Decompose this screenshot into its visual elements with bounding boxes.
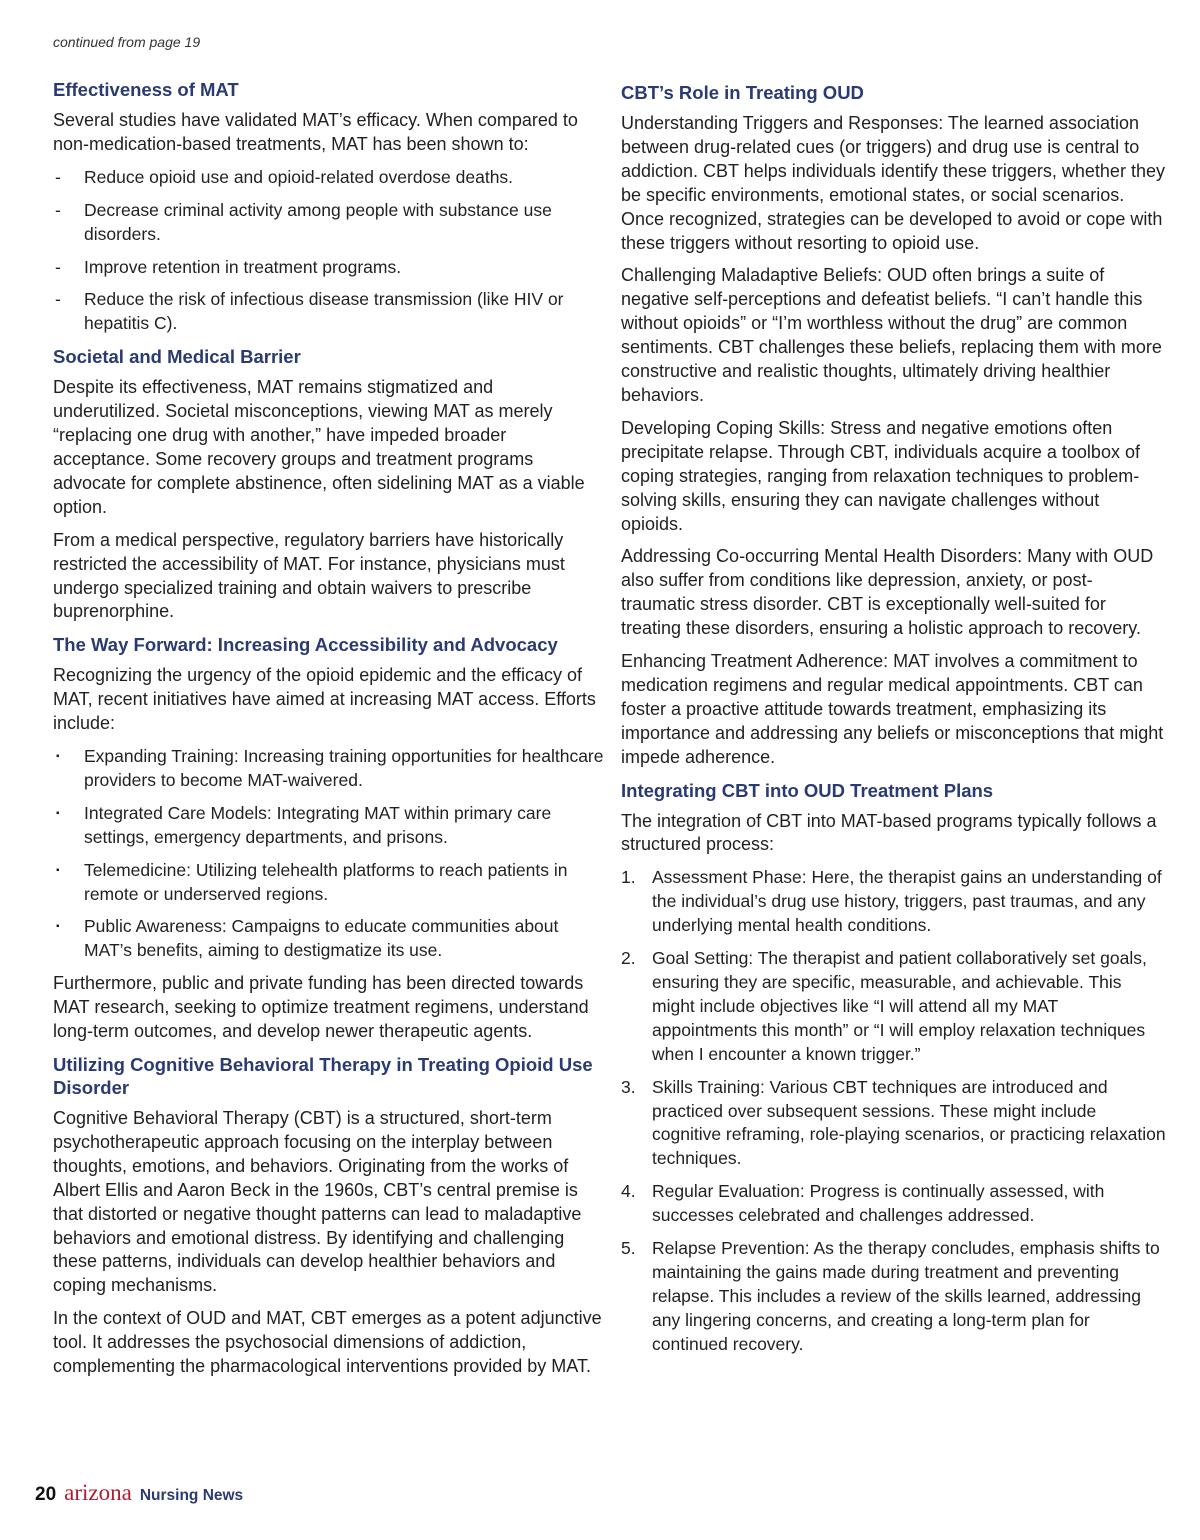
publication-name: Nursing News [139, 1487, 244, 1504]
paragraph: From a medical perspective, regulatory barriers have historically restricted the accessibility of MAT. For instance, physicians must undergo specialized training and obtain waivers to prescribe buprenorphine. [53, 529, 565, 622]
step-number: 2. [621, 948, 636, 969]
dash-marker: - [55, 166, 61, 187]
list-item [53, 802, 605, 850]
list-item-text: Reduce the risk of infectious disease transmission (like HIV or hepatitis C). [84, 289, 564, 334]
paragraph: Despite its effectiveness, MAT remains stigmatized and underutilized. Societal misconceptions, viewing MAT as merely “replacing one drug with another,” have impeded broader acceptance. Some recovery groups and treatment programs advocate for complete abstinence, often sidelining MAT as a viable option. [53, 377, 585, 517]
dash-marker: - [55, 289, 61, 310]
continued-note: continued from page 19 [53, 34, 201, 50]
square-bullet-icon: ▪ [56, 921, 60, 933]
heading-effectiveness: Effectiveness of MAT [53, 79, 239, 100]
list-item-text: Decrease criminal activity among people with substance use disorders. [84, 199, 552, 244]
list-item [621, 1237, 1166, 1357]
list-item [53, 288, 605, 336]
square-bullet-icon: ▪ [56, 751, 60, 763]
list-item-text: Telemedicine: Utilizing telehealth platforms to reach patients in remote or underserved regions. [84, 859, 568, 904]
list-item [53, 166, 605, 190]
step-number: 3. [621, 1076, 636, 1097]
step-number: 4. [621, 1181, 636, 1202]
paragraph: Developing Coping Skills: Stress and negative emotions often precipitate relapse. Through CBT, individuals acquire a toolbox of coping strategies, ranging from relaxation techniques to problem-solving skills, ensuring they can navigate challenges without opioids. [621, 417, 1140, 534]
paragraph: Furthermore, public and private funding has been directed towards MAT research, seeking to optimize treatment regimens, understand long-term outcomes, and develop newer therapeutic agents. [53, 973, 589, 1042]
list-item [621, 866, 1166, 938]
paragraph: Enhancing Treatment Adherence: MAT involves a commitment to medication regimens and regular medical appointments. CBT can foster a proactive attitude towards treatment, emphasizing its importance and addressing any beliefs or misconceptions that might impede adherence. [621, 651, 1164, 767]
dash-marker: - [55, 256, 61, 277]
list-item [621, 1180, 1166, 1228]
step-number: 5. [621, 1238, 636, 1259]
list-item [53, 745, 605, 793]
list-item [53, 256, 605, 280]
publication-logo: arizona [64, 1480, 132, 1505]
list-item-text: Assessment Phase: Here, the therapist gains an understanding of the individual’s drug use history, triggers, past traumas, and any underlying mental health conditions. [652, 867, 1162, 936]
paragraph: Understanding Triggers and Responses: The learned association between drug-related cues (or triggers) and drug use is central to addiction. CBT helps individuals identify these triggers, whether they be specific environments, emotional states, or social scenarios. Once recognized, strategies can be developed to avoid or cope with these triggers without resorting to opioid use. [621, 113, 1165, 253]
list-item-text: Relapse Prevention: As the therapy concludes, emphasis shifts to maintaining the gains made during treatment and preventing relapse. This includes a review of the skills learned, addressing any lingering concerns, and creating a long-term plan for continued recovery. [652, 1238, 1160, 1354]
paragraph: Cognitive Behavioral Therapy (CBT) is a structured, short-term psychotherapeutic approach focusing on the interplay between thoughts, emotions, and behaviors. Originating from the works of Albert Ellis and Aaron Beck in the 1960s, CBT’s central premise is that distorted or negative thought patterns can lead to maladaptive behaviors and emotional distress. By identifying and challenging these patterns, individuals can develop healthier behaviors and coping mechanisms. [53, 1108, 582, 1296]
list-item [621, 947, 1166, 1067]
paragraph: Addressing Co-occurring Mental Health Disorders: Many with OUD also suffer from conditions like depression, anxiety, or post-traumatic stress disorder. CBT is exceptionally well-suited for treating these disorders, ensuring a holistic approach to recovery. [621, 546, 1154, 639]
heading-barrier: Societal and Medical Barrier [53, 346, 301, 368]
list-item [53, 859, 605, 907]
paragraph: In the context of OUD and MAT, CBT emerges as a potent adjunctive tool. It addresses the psychosocial dimensions of addiction, complementing the pharmacological interventions provided by MAT. [53, 1308, 602, 1377]
effectiveness-list [53, 166, 605, 336]
heading-cbt-role: CBT’s Role in Treating OUD [621, 82, 864, 103]
paragraph: Several studies have validated MAT’s efficacy. When compared to non-medication-based treatments, MAT has been shown to: [53, 110, 578, 154]
list-item-text: Integrated Care Models: Integrating MAT within primary care settings, emergency departments, and prisons. [84, 802, 552, 847]
list-item-text: Goal Setting: The therapist and patient collaboratively set goals, ensuring they are specific, measurable, and achievable. This might include objectives like “I will attend all my MAT appointments this month” or “I will employ relaxation techniques when I encounter a known trigger.” [652, 948, 1147, 1064]
page-footer [35, 1480, 243, 1506]
right-column [621, 81, 1166, 1366]
paragraph: Recognizing the urgency of the opioid epidemic and the efficacy of MAT, recent initiatives have aimed at increasing MAT access. Efforts include: [53, 665, 596, 734]
list-item-text: Public Awareness: Campaigns to educate communities about MAT’s benefits, aiming to destigmatize its use. [84, 916, 559, 961]
process-steps-list [621, 866, 1166, 1356]
heading-integrating: Integrating CBT into OUD Treatment Plans [621, 779, 994, 801]
step-number: 1. [621, 867, 636, 888]
paragraph: Challenging Maladaptive Beliefs: OUD often brings a suite of negative self-perceptions and defeatist beliefs. “I can’t handle this without opioids” or “I’m worthless without the drug” are common sentiments. CBT challenges these beliefs, replacing them with more constructive and realistic thoughts, ultimately driving healthier behaviors. [621, 265, 1162, 405]
square-bullet-icon: ▪ [56, 807, 60, 819]
list-item-text: Regular Evaluation: Progress is continually assessed, with successes celebrated and challenges addressed. [652, 1181, 1105, 1226]
list-item-text: Improve retention in treatment programs. [84, 256, 402, 277]
list-item-text: Reduce opioid use and opioid-related overdose deaths. [84, 166, 514, 187]
paragraph: The integration of CBT into MAT-based programs typically follows a structured process: [621, 810, 1157, 855]
heading-cbt: Utilizing Cognitive Behavioral Therapy in Treating Opioid Use Disorder [53, 1054, 593, 1098]
page-number: 20 [35, 1484, 57, 1505]
heading-way-forward: The Way Forward: Increasing Accessibility and Advocacy [53, 634, 558, 656]
dash-marker: - [55, 199, 61, 220]
list-item-text: Expanding Training: Increasing training opportunities for healthcare providers to become MAT-waivered. [84, 746, 604, 790]
list-item [53, 199, 605, 247]
list-item [53, 915, 605, 963]
list-item-text: Skills Training: Various CBT techniques are introduced and practiced over subsequent sessions. These might include cognitive reframing, role-playing scenarios, or practicing relaxation techniques. [652, 1076, 1166, 1169]
list-item [621, 1076, 1166, 1172]
efforts-list [53, 745, 605, 963]
left-column [53, 78, 605, 1388]
square-bullet-icon: ▪ [56, 864, 60, 876]
